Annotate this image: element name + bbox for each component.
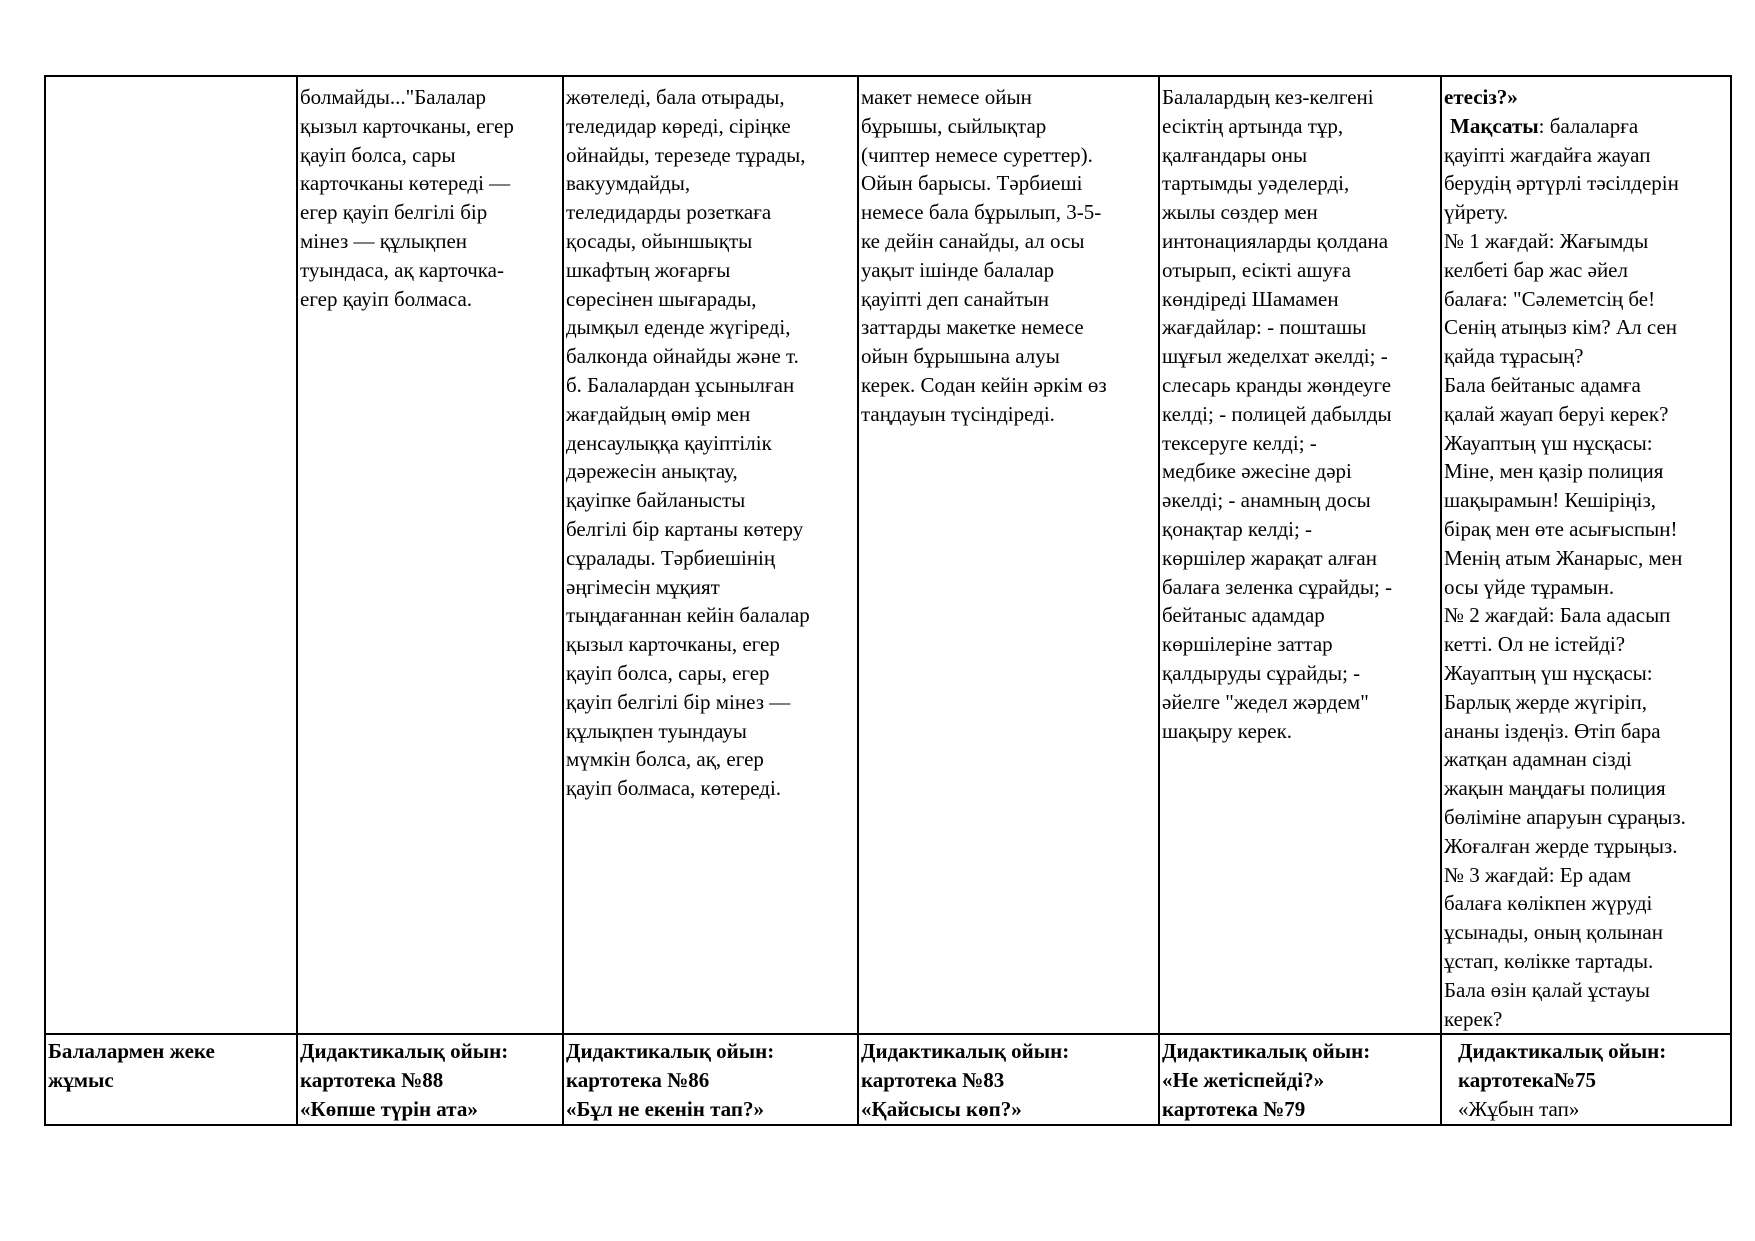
game-card-number: картотека№75 [1458, 1068, 1596, 1093]
text-line: немесе бала бұрылып, 3-5- [861, 200, 1102, 225]
text-line: жақын маңдағы полиция [1444, 776, 1666, 801]
text-line: белгілі бір картаны көтеру [566, 516, 804, 541]
game-name: «Не жетіспейді?» [1162, 1068, 1325, 1093]
cell-top-col5 [1159, 76, 1441, 1034]
text-line: Бала бейтаныс адамға [1444, 372, 1641, 397]
text-line: № 3 жағдай: Ер адам [1444, 862, 1632, 887]
cell-row-header [45, 1034, 297, 1124]
text-line: қалай жауап беруі керек? [1444, 401, 1669, 426]
cell-top-col6 [1441, 76, 1731, 1034]
text-line: Бала өзін қалай ұстауы [1444, 977, 1650, 1002]
game-card-number: картотека №83 [861, 1068, 1005, 1093]
text-line: сөресінен шығарады, [566, 286, 757, 311]
game-label: Дидактикалық ойын: [1162, 1039, 1371, 1064]
text-line: үйрету. [1444, 200, 1509, 225]
text-line: Барлық жерде жүгіріп, [1444, 689, 1647, 714]
text-line: жылы сөздер мен [1162, 200, 1318, 225]
text-line: карточканы көтереді — [300, 171, 511, 196]
text-line: балаға: "Сәлеметсің бе! [1444, 286, 1656, 311]
text-line: егер қауіп болмаса. [300, 286, 473, 311]
text-line: шақыру керек. [1162, 718, 1293, 743]
text-line: қызыл карточканы, егер [300, 113, 514, 138]
cell-game-col5 [1159, 1034, 1441, 1124]
text-line: берудің әртүрлі тәсілдерін [1444, 171, 1679, 196]
table-row-individual-work [45, 1034, 1731, 1124]
text-line: мінез — құлықпен [300, 228, 468, 253]
text-line: егер қауіп белгілі бір [300, 200, 488, 225]
text-line: қайда тұрасың? [1444, 344, 1584, 369]
row-header-line: жұмыс [48, 1068, 114, 1093]
text-line: ұсынады, оның қолынан [1444, 920, 1663, 945]
text-line: отырып, есікті ашуға [1162, 257, 1351, 282]
text-line: слесарь кранды жөндеуге [1162, 372, 1392, 397]
text-line: бөліміне апаруын сұраңыз. [1444, 804, 1686, 829]
game-label: Дидактикалық ойын: [1458, 1039, 1667, 1064]
text-line: шкафтың жоғарғы [566, 257, 731, 282]
text-line: есіктің артында тұр, [1162, 113, 1344, 138]
game-name: «Көпше түрін ата» [300, 1096, 478, 1121]
cell-top-col3 [563, 76, 858, 1034]
text-line: заттарды макетке немесе [861, 315, 1084, 340]
text-line: қалдыруды сұрайды; - [1162, 660, 1361, 685]
text-line: шақырамын! Кешіріңіз, [1444, 488, 1656, 513]
text-line: интонацияларды қолдана [1162, 228, 1389, 253]
cell-game-col4 [858, 1034, 1159, 1124]
text-line: қалғандары оны [1162, 142, 1308, 167]
text-line: бірақ мен өте асығыспын! [1444, 516, 1678, 541]
text-line: келбеті бар жас әйел [1444, 257, 1628, 282]
game-label: Дидактикалық ойын: [566, 1039, 775, 1064]
text-line: керек. Содан кейін әркім өз [861, 372, 1107, 397]
goal-text: : балаларға [1538, 113, 1639, 138]
game-name: «Бұл не екенін тап?» [566, 1096, 764, 1121]
text-line: көршілер жарақат алған [1162, 545, 1377, 570]
text-line: мүмкін болса, ақ, егер [566, 747, 764, 772]
text-line: Ойын барысы. Тәрбиеші [861, 171, 1083, 196]
game-label: Дидактикалық ойын: [300, 1039, 509, 1064]
text-line: кетті. Ол не істейді? [1444, 632, 1626, 657]
text-line: сұралады. Тәрбиешінің [566, 545, 776, 570]
cell-top-col4 [858, 76, 1159, 1034]
table-row-activities [45, 76, 1731, 1034]
game-label: Дидактикалық ойын: [861, 1039, 1070, 1064]
text-line: ке дейін санайды, ал осы [861, 228, 1085, 253]
text-line: теледидарды розеткаға [566, 200, 772, 225]
text-line: тыңдағаннан кейін балалар [566, 603, 810, 628]
text-line: Жауаптың үш нұсқасы: [1444, 430, 1653, 455]
text-line: балаға зеленка сұрайды; - [1162, 574, 1393, 599]
text-line: Жоғалған жерде тұрыңыз. [1444, 833, 1678, 858]
text-line: әкелді; - анамның досы [1162, 488, 1371, 513]
cell-game-col6 [1441, 1034, 1731, 1124]
text-line: болмайды..."Балалар [300, 85, 487, 109]
text-line: тартымды уәделерді, [1162, 171, 1350, 196]
plan-table [44, 75, 1732, 1126]
text-line: денсаулыққа қауіптілік [566, 430, 772, 455]
text-line: қызыл карточканы, егер [566, 632, 780, 657]
text-line: керек? [1444, 1006, 1503, 1031]
text-line: тексеруге келді; - [1162, 430, 1317, 455]
text-line: вакуумдайды, [566, 171, 691, 196]
text-line: қауіп болмаса, көтереді. [566, 776, 782, 801]
text-line: әйелге "жедел жәрдем" [1162, 689, 1369, 714]
text-line: қауіпті жағдайға жауап [1444, 142, 1651, 167]
text-line: дәрежесін анықтау, [566, 459, 738, 484]
text-line: көндіреді Шамамен [1162, 286, 1339, 311]
text-line: (чиптер немесе суреттер). [861, 142, 1093, 167]
text-line: Міне, мен қазір полиция [1444, 459, 1664, 484]
text-line: қауіп белгілі бір мінез — [566, 689, 791, 714]
text-line: ойнайды, терезеде тұрады, [566, 142, 806, 167]
text-line: Жауаптың үш нұсқасы: [1444, 660, 1653, 685]
text-line: № 2 жағдай: Бала адасып [1444, 603, 1671, 628]
game-name: «Жұбын тап» [1458, 1096, 1580, 1121]
game-title-end: етесіз?» [1444, 85, 1518, 109]
text-line: № 1 жағдай: Жағымды [1444, 228, 1649, 253]
text-line: жағдайлар: - пошташы [1162, 315, 1367, 340]
text-line: Сенің атыңыз кім? Ал сен [1444, 315, 1678, 340]
text-line: бейтаныс адамдар [1162, 603, 1325, 628]
text-line: жағдайдың өмір мен [566, 401, 751, 426]
game-card-number: картотека №88 [300, 1068, 444, 1093]
text-line: қауіп болса, сары, егер [566, 660, 770, 685]
text-line: медбике әжесіне дәрі [1162, 459, 1352, 484]
text-line: бұрышы, сыйлықтар [861, 113, 1047, 138]
goal-line [1444, 112, 1728, 141]
cell-top-col1 [45, 76, 297, 1034]
game-card-number: картотека №79 [1162, 1096, 1306, 1121]
text-line: көршілеріне заттар [1162, 632, 1333, 657]
plan-sheet [44, 75, 1732, 1126]
cell-game-col2 [297, 1034, 563, 1124]
text-line: туындаса, ақ карточка- [300, 257, 504, 282]
text-line: макет немесе ойын [861, 85, 1032, 109]
text-line: балконда ойнайды және т. [566, 344, 799, 369]
text-line: балаға көлікпен жүруді [1444, 891, 1653, 916]
text-line: б. Балалардан ұсынылған [566, 372, 795, 397]
text-line: ананы іздеңіз. Өтіп бара [1444, 718, 1661, 743]
text-line: құлықпен туындауы [566, 718, 747, 743]
text-line: таңдауын түсіндіреді. [861, 401, 1055, 426]
text-line: дымқыл еденде жүгіреді, [566, 315, 791, 340]
text-line: қауіпке байланысты [566, 488, 746, 513]
text-line: шұғыл жеделхат әкелді; - [1162, 344, 1388, 369]
text-line: әңгімесін мұқият [566, 574, 720, 599]
text-line: теледидар көреді, сіріңке [566, 113, 791, 138]
text-line: осы үйде тұрамын. [1444, 574, 1615, 599]
text-line: уақыт ішінде балалар [861, 257, 1055, 282]
text-line: келді; - полицей дабылды [1162, 401, 1392, 426]
text-line: Менің атым Жанарыс, мен [1444, 545, 1683, 570]
cell-top-col2 [297, 76, 563, 1034]
text-line: қонақтар келді; - [1162, 516, 1313, 541]
cell-game-col3 [563, 1034, 858, 1124]
text-line: ұстап, көлікке тартады. [1444, 948, 1654, 973]
text-line: қосады, ойыншықты [566, 228, 753, 253]
text-line: жатқан адамнан сізді [1444, 747, 1632, 772]
text-line: қауіпті деп санайтын [861, 286, 1050, 311]
row-header-line: Балалармен жеке [48, 1039, 215, 1064]
game-name: «Қайсысы көп?» [861, 1096, 1022, 1121]
text-line: қауіп болса, сары [300, 142, 456, 167]
text-line: Балалардың кез-келгені [1162, 85, 1374, 109]
game-card-number: картотека №86 [566, 1068, 710, 1093]
text-line: ойын бұрышына алуы [861, 344, 1060, 369]
text-line: жөтеледі, бала отырады, [566, 85, 785, 109]
goal-label: Мақсаты [1450, 113, 1539, 138]
